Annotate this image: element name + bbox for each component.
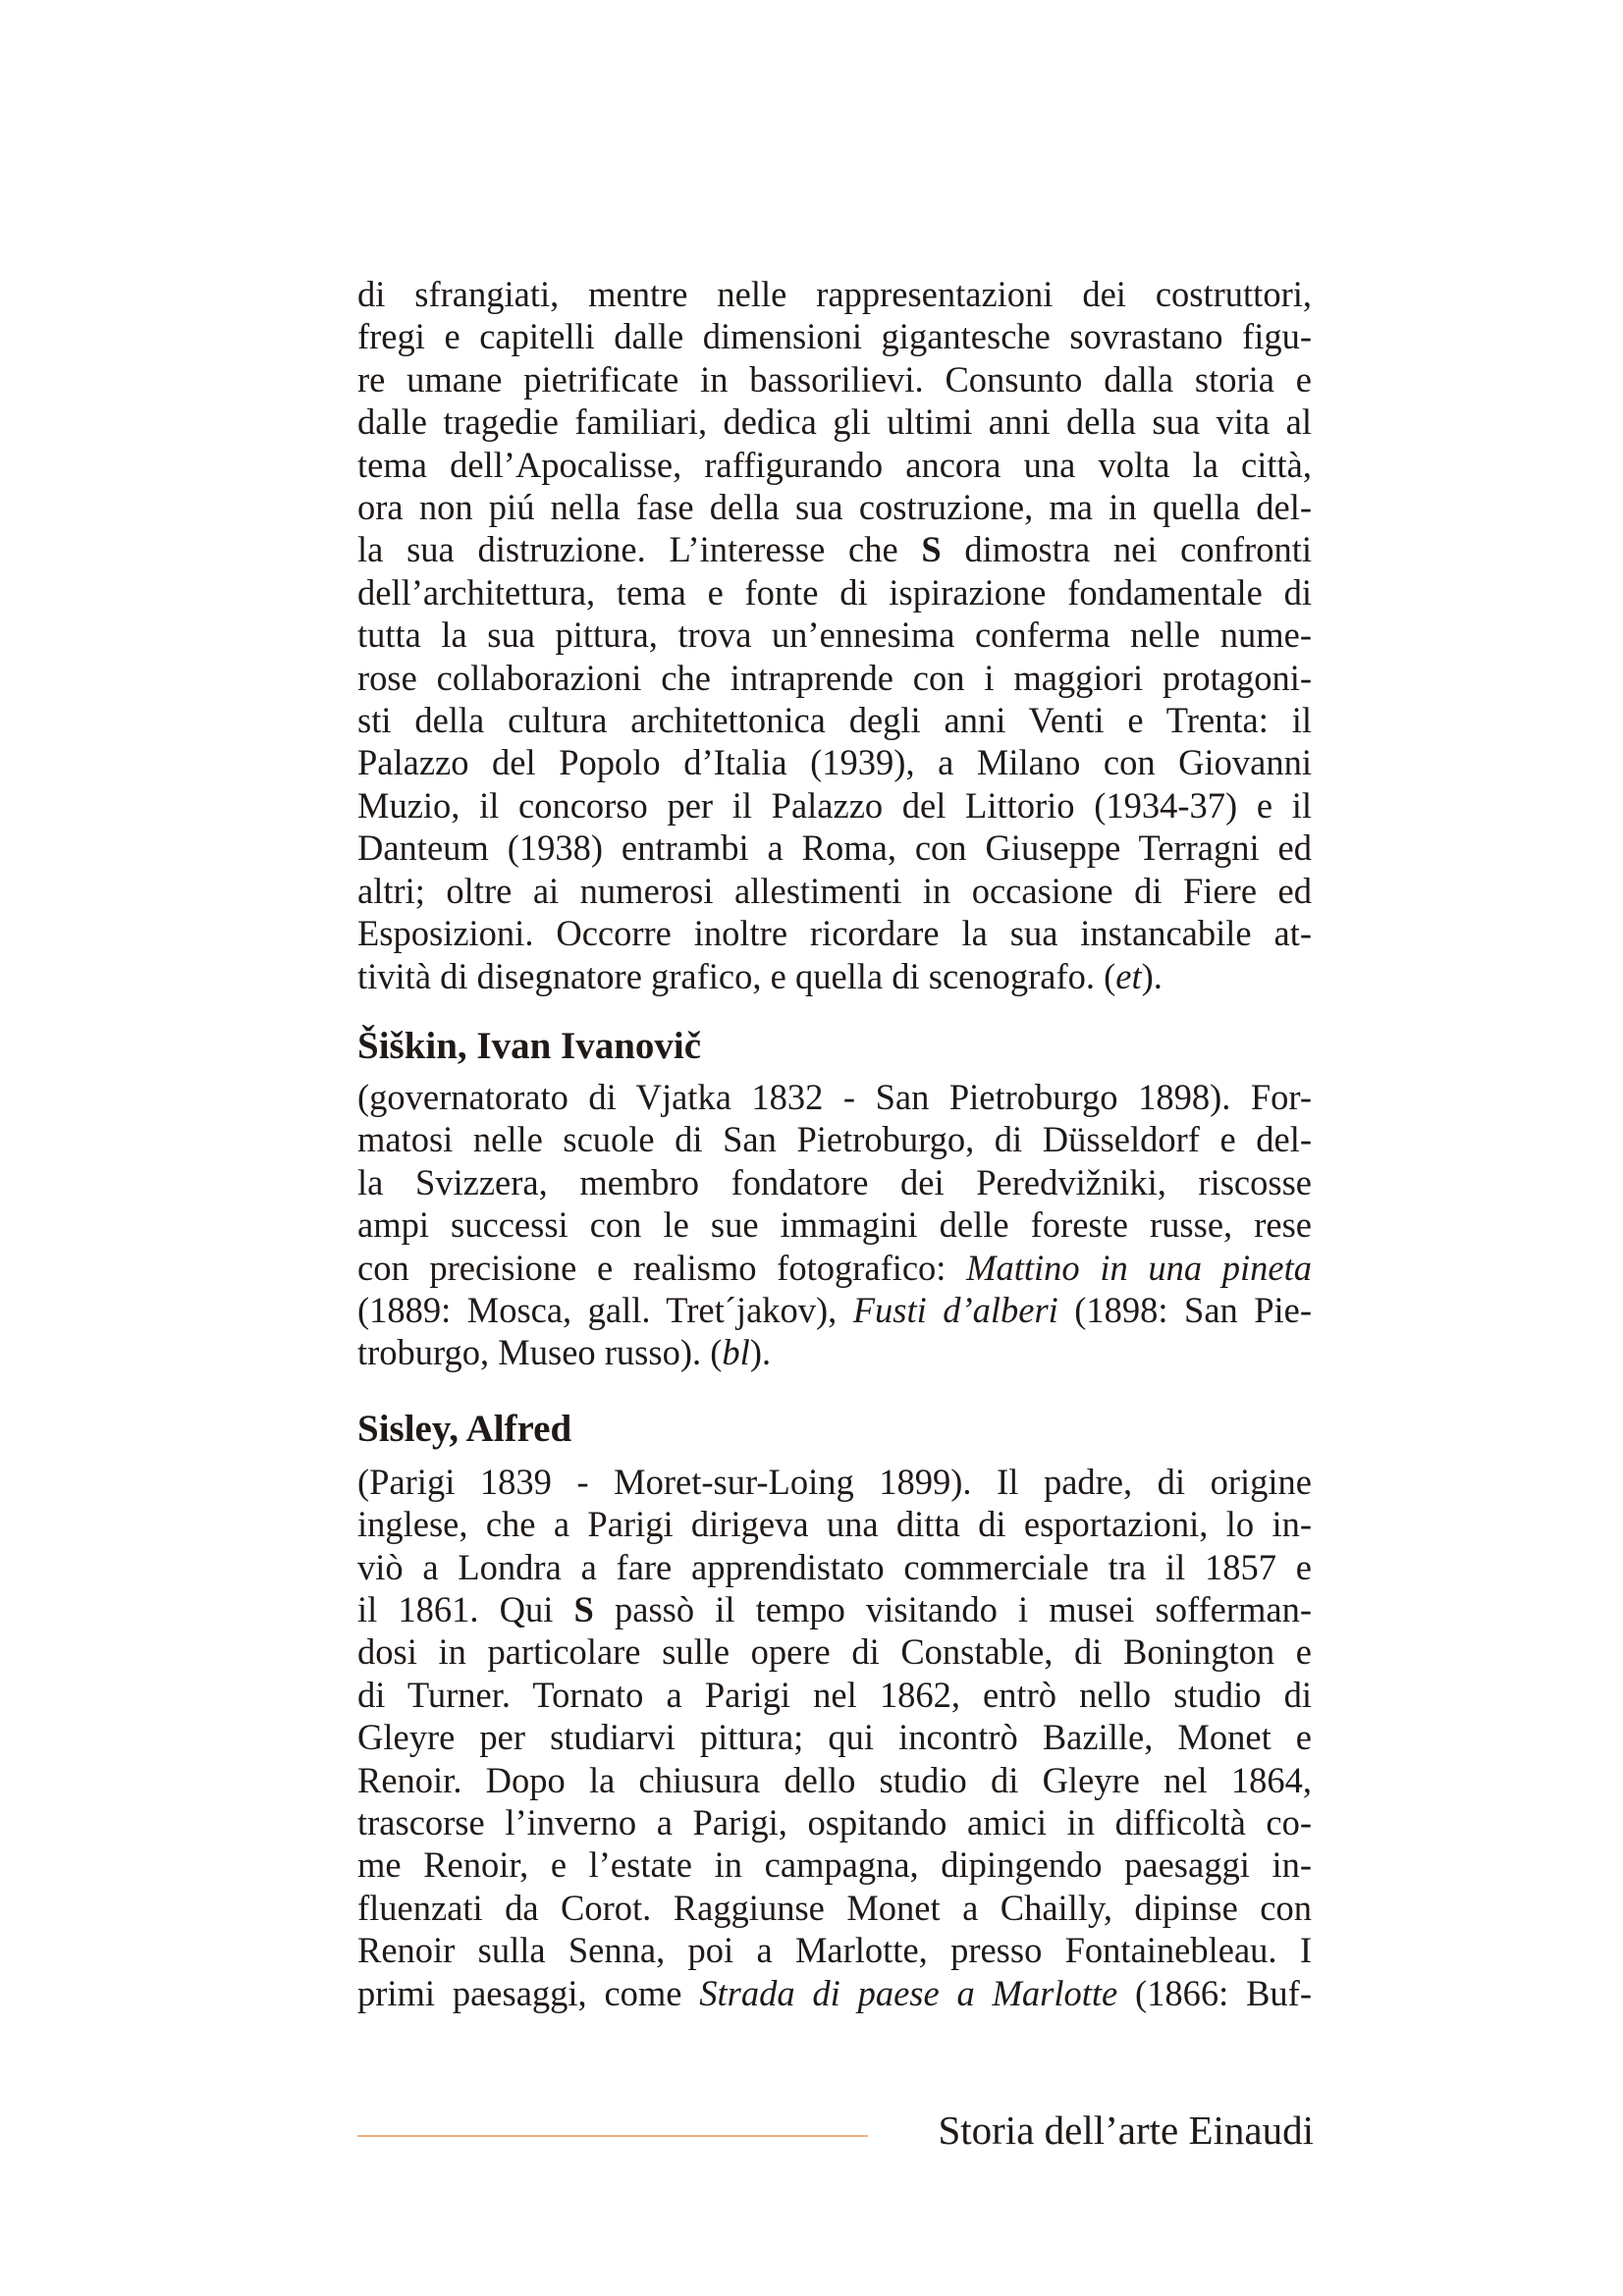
- artwork-title: Strada di paese a Marlotte: [699, 1972, 1118, 2013]
- text-line: ora non piú nella fase della sua costruzione, ma in quella del-: [357, 487, 1312, 528]
- text-line: rose collaborazioni che intraprende con i maggiori protagoni-: [357, 657, 1312, 698]
- text-line: Palazzo del Popolo d’Italia (1939), a Milano con Giovanni: [357, 742, 1312, 783]
- artist-initial: S: [921, 529, 942, 570]
- text-run: (1889: Mosca, gall. Tret´jakov),: [357, 1289, 853, 1330]
- text-line: di Turner. Tornato a Parigi nel 1862, entrò nello studio di: [357, 1674, 1312, 1715]
- text-line: trascorse l’inverno a Parigi, ospitando amici in difficoltà co-: [357, 1802, 1312, 1842]
- text-line: Esposizioni. Occorre inoltre ricordare la sua instancabile at-: [357, 913, 1312, 954]
- text-run: tività di disegnatore grafico, e quella di scenografo. (: [357, 955, 1116, 996]
- artist-initial: S: [573, 1588, 594, 1629]
- text-run: primi paesaggi, come: [357, 1972, 700, 2013]
- text-run: passò il tempo visitando i musei sofferman-: [593, 1588, 1312, 1629]
- text-line: [357, 1289, 1312, 1331]
- artwork-title: Fusti d’alberi: [852, 1289, 1058, 1330]
- text-line: [357, 1331, 1312, 1373]
- text-line: ampi successi con le sue immagini delle foreste russe, rese: [357, 1204, 1312, 1246]
- text-run: ).: [749, 1332, 772, 1373]
- text-line: di sfrangiati, mentre nelle rappresentazioni dei costruttori,: [357, 274, 1312, 314]
- text-line: [357, 1972, 1312, 2014]
- text-run: ).: [1141, 955, 1163, 996]
- footer-rule: [357, 2135, 868, 2137]
- text-line: Renoir sulla Senna, poi a Marlotte, presso Fontainebleau. I: [357, 1930, 1312, 1971]
- entry-text-sisley: [357, 1461, 1312, 2014]
- text-line: [357, 1247, 1312, 1289]
- entry-heading-siskin: Šiškin, Ivan Ivanovič: [357, 1024, 702, 1067]
- text-run: con precisione e realismo fotografico:: [357, 1247, 967, 1288]
- text-line: inglese, che a Parigi dirigeva una ditta di esportazioni, lo in-: [357, 1504, 1312, 1545]
- text-line: me Renoir, e l’estate in campagna, dipingendo paesaggi in-: [357, 1844, 1312, 1886]
- text-run: troburgo, Museo russo). (: [357, 1332, 723, 1373]
- author-initials: et: [1115, 955, 1142, 996]
- text-line: tutta la sua pittura, trova un’ennesima conferma nelle nume-: [357, 614, 1312, 656]
- text-run: la sua distruzione. L’interesse che: [357, 529, 922, 570]
- intro-paragraph: [357, 273, 1312, 997]
- text-run: (1866: Buf-: [1117, 1972, 1312, 2013]
- text-line: dell’architettura, tema e fonte di ispirazione fondamentale di: [357, 571, 1312, 613]
- text-line: Gleyre per studiarvi pittura; qui incontrò Bazille, Monet e: [357, 1717, 1312, 1758]
- author-initials: bl: [722, 1332, 750, 1373]
- text-line: fluenzati da Corot. Raggiunse Monet a Chailly, dipinse con: [357, 1887, 1312, 1928]
- text-line: viò a Londra a fare apprendistato commerciale tra il 1857 e: [357, 1546, 1312, 1587]
- text-line: [357, 528, 1312, 570]
- text-line: la Svizzera, membro fondatore dei Peredvižniki, riscosse: [357, 1161, 1312, 1202]
- text-line: altri; oltre ai numerosi allestimenti in occasione di Fiere ed: [357, 870, 1312, 911]
- page-body: [357, 273, 1312, 2014]
- text-line: [357, 955, 1312, 997]
- text-line: dalle tragedie familiari, dedica gli ultimi anni della sua vita al: [357, 401, 1312, 443]
- artwork-title: Mattino in una pineta: [966, 1247, 1312, 1288]
- entry-heading-sisley: Sisley, Alfred: [357, 1407, 572, 1450]
- text-line: Renoir. Dopo la chiusura dello studio di Gleyre nel 1864,: [357, 1759, 1312, 1800]
- footer-title: Storia dell’arte Einaudi: [938, 2108, 1314, 2153]
- text-run: il 1861. Qui: [357, 1588, 574, 1629]
- text-line: [357, 1588, 1312, 1630]
- text-line: sti della cultura architettonica degli anni Venti e Trenta: il: [357, 700, 1312, 741]
- text-line: Muzio, il concorso per il Palazzo del Littorio (1934-37) e il: [357, 784, 1312, 826]
- text-run: (1898: San Pie-: [1057, 1289, 1313, 1330]
- text-line: re umane pietrificate in bassorilievi. Consunto dalla storia e: [357, 358, 1312, 400]
- entry-text-siskin: [357, 1076, 1312, 1374]
- text-line: matosi nelle scuole di San Pietroburgo, di Düsseldorf e del-: [357, 1119, 1312, 1160]
- text-line: (Parigi 1839 - Moret-sur-Loing 1899). Il padre, di origine: [357, 1461, 1312, 1502]
- text-line: Danteum (1938) entrambi a Roma, con Giuseppe Terragni ed: [357, 828, 1312, 869]
- text-line: dosi in particolare sulle opere di Constable, di Bonington e: [357, 1631, 1312, 1673]
- text-line: tema dell’Apocalisse, raffigurando ancora una volta la città,: [357, 444, 1312, 485]
- text-run: dimostra nei confronti: [941, 529, 1312, 570]
- text-line: fregi e capitelli dalle dimensioni gigantesche sovrastano figu-: [357, 316, 1312, 357]
- text-line: (governatorato di Vjatka 1832 - San Pietroburgo 1898). For-: [357, 1076, 1312, 1117]
